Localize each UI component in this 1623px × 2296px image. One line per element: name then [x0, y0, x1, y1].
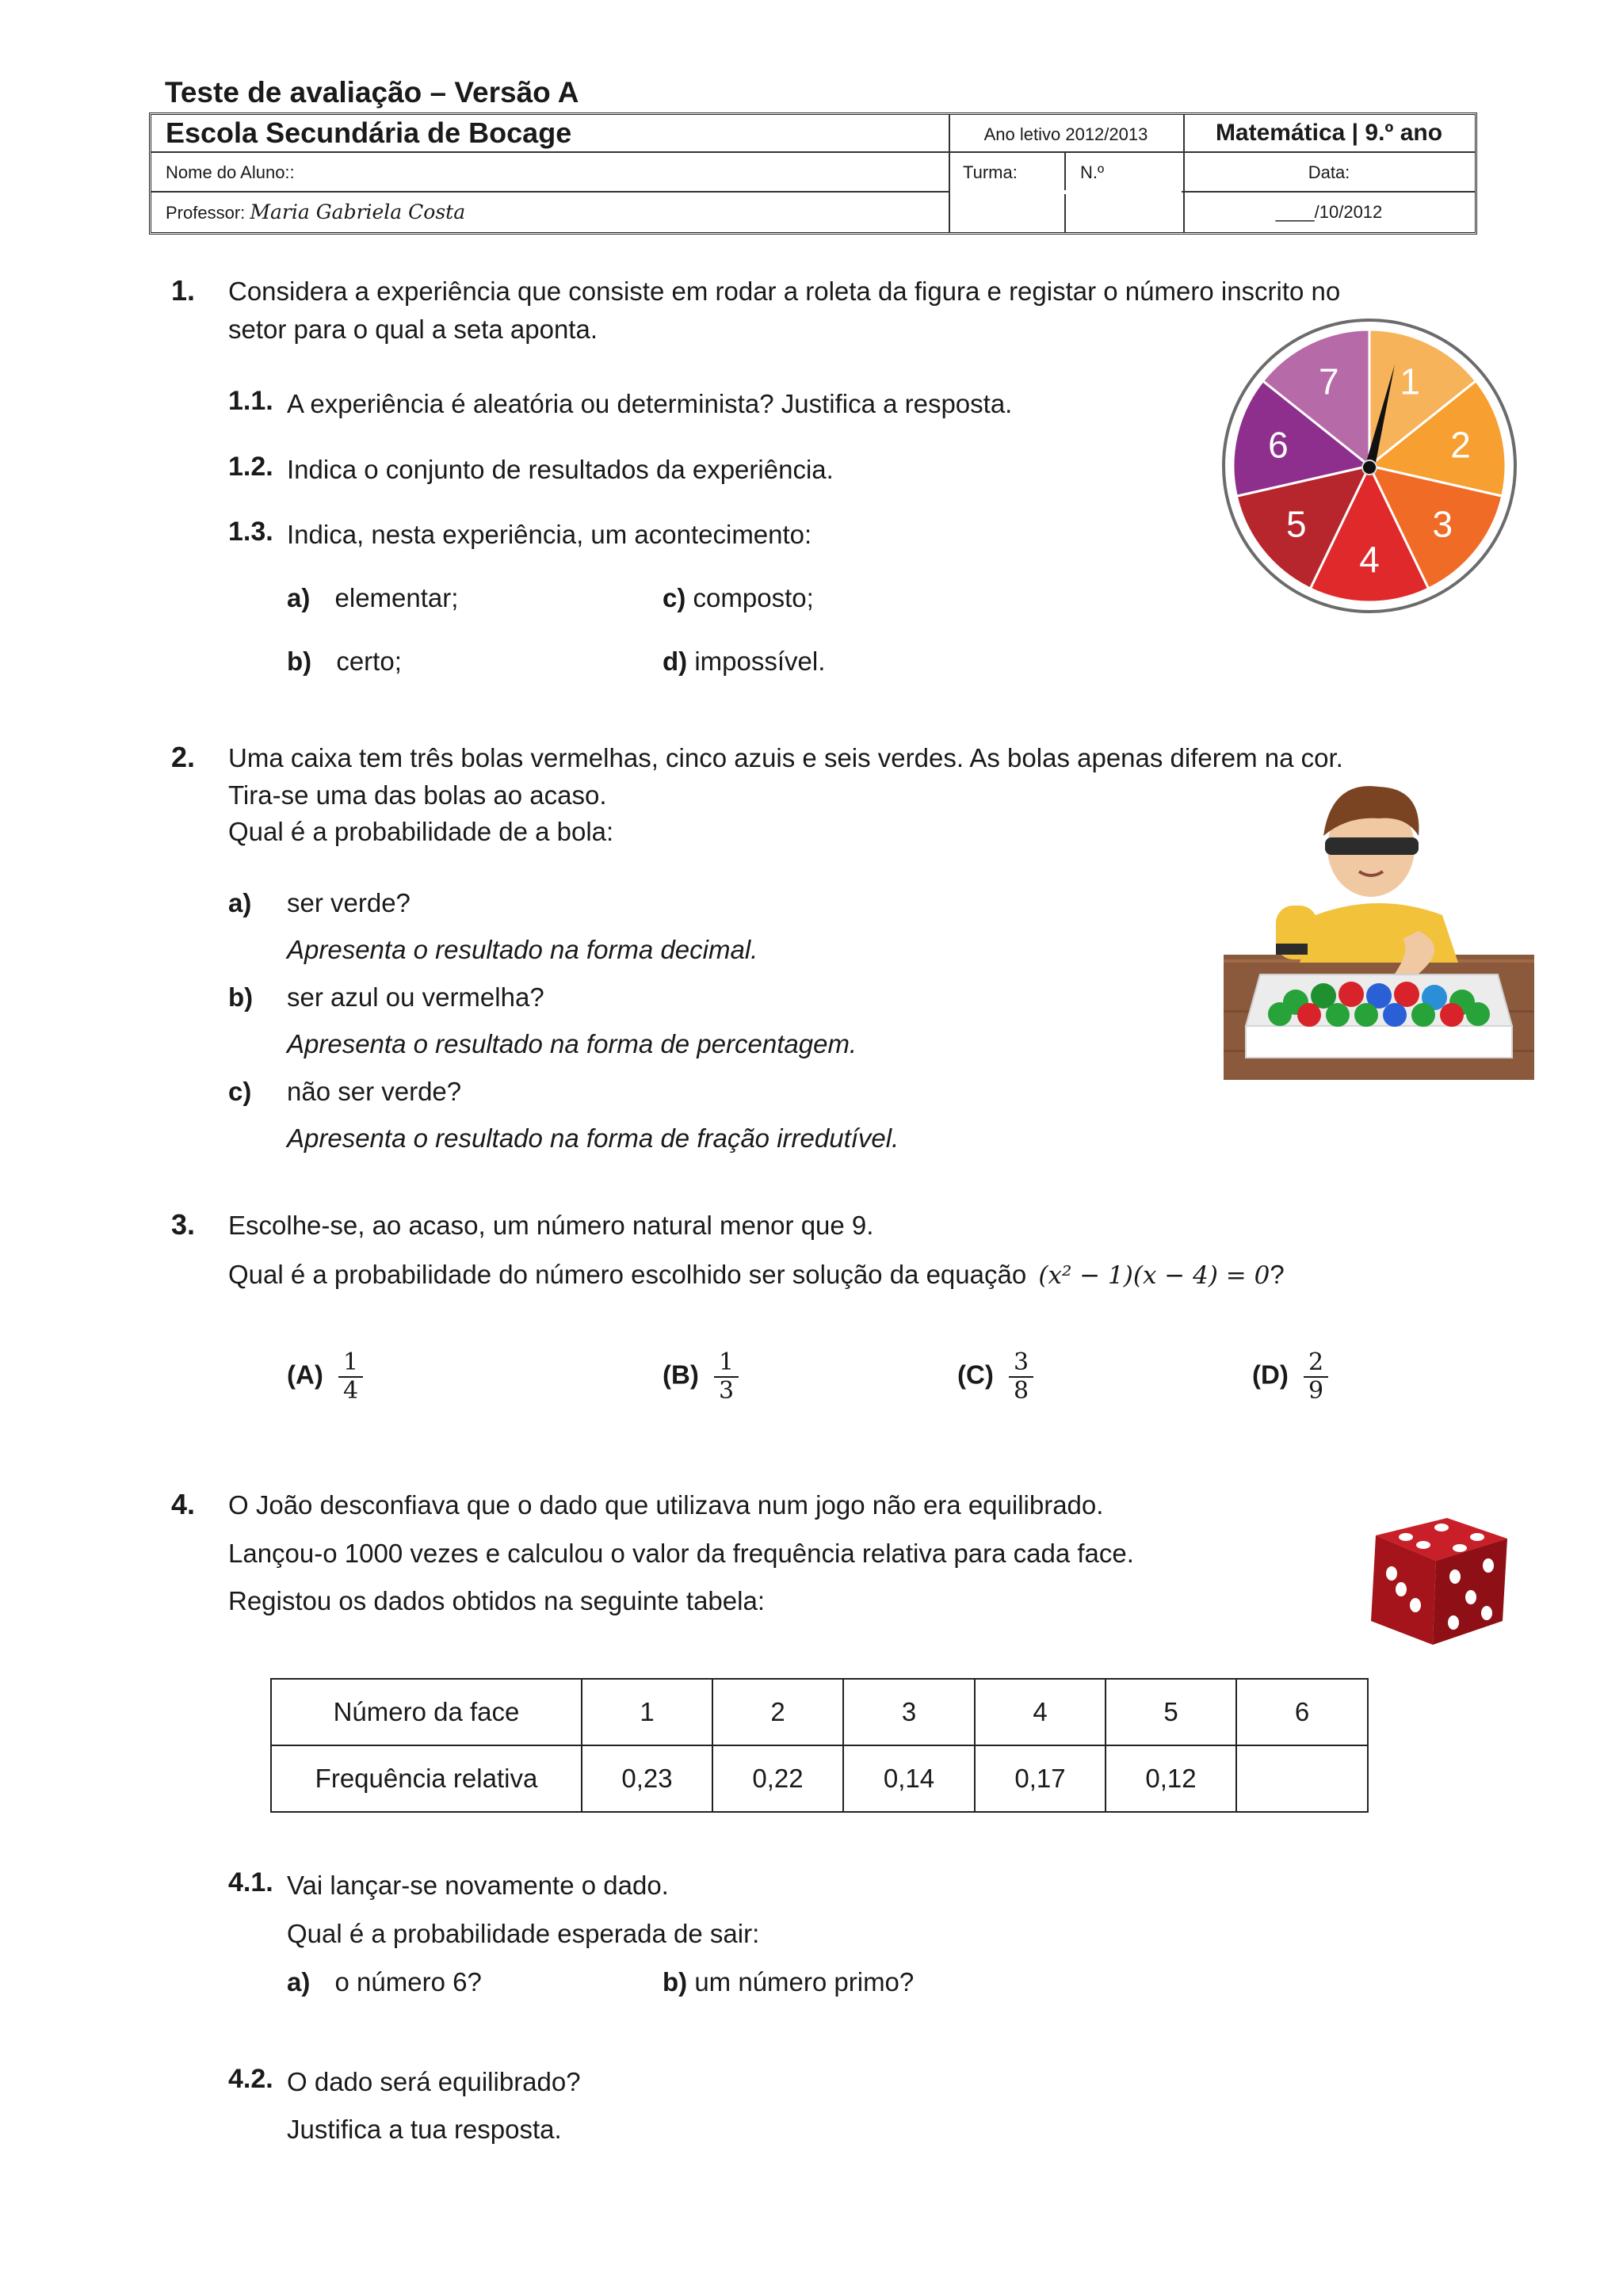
- fraction-denominator: 9: [1308, 1377, 1324, 1405]
- q4-1-sub: Qual é a probabilidade esperada de sair:: [287, 1919, 760, 1948]
- red-die-illustration: [1360, 1504, 1518, 1654]
- wheel-sector-label: 4: [1359, 539, 1380, 580]
- answer-label: (A): [287, 1360, 323, 1390]
- answer-fraction: [1009, 1349, 1033, 1405]
- option-letter: c): [663, 583, 686, 612]
- q1-3-number: 1.3.: [228, 517, 273, 547]
- answer-label: (D): [1252, 1360, 1289, 1390]
- q2-a-text: ser verde?: [287, 888, 411, 917]
- fraction-numerator: 1: [714, 1349, 739, 1378]
- q2-line1: Uma caixa tem três bolas vermelhas, cinco azuis e seis verdes. As bolas apenas diferem na cor.: [228, 743, 1343, 772]
- subject: Matemática | 9.º ano: [1215, 120, 1443, 146]
- option-letter: d): [663, 646, 688, 676]
- answer-label: (B): [663, 1360, 699, 1390]
- q2-line3: Qual é a probabilidade de a bola:: [228, 817, 614, 846]
- option-text: impossível.: [694, 646, 826, 676]
- q1-3-text: Indica, nesta experiência, um acontecimento:: [287, 520, 812, 549]
- table-cell-blank: [1236, 1745, 1368, 1812]
- table-row: [271, 1679, 1368, 1745]
- q1-option-d: [663, 643, 825, 680]
- q1-option-b: [287, 643, 402, 680]
- option-letter: b): [663, 1967, 688, 1997]
- fraction-numerator: 1: [338, 1349, 363, 1378]
- fraction-denominator: 4: [342, 1377, 359, 1405]
- option-text: composto;: [693, 583, 814, 612]
- q2-b-note: Apresenta o resultado na forma de percentagem.: [287, 1029, 857, 1058]
- roulette-wheel: [1219, 315, 1520, 616]
- wheel-sector-label: 7: [1319, 360, 1339, 402]
- blindfold: [1325, 837, 1419, 855]
- table-cell: 3: [843, 1679, 975, 1745]
- q2-c-letter: c): [228, 1077, 252, 1106]
- fraction-denominator: 3: [718, 1377, 735, 1405]
- answer-fraction: [338, 1349, 363, 1405]
- q4-line1: O João desconfiava que o dado que utilizava num jogo não era equilibrado.: [228, 1490, 1104, 1520]
- number-label: N.º: [1080, 162, 1105, 182]
- q4-1-text: Vai lançar-se novamente o dado.: [287, 1871, 669, 1900]
- q1-2-number: 1.2.: [228, 452, 273, 482]
- school-year: Ano letivo 2012/2013: [983, 124, 1148, 144]
- option-text: certo;: [336, 646, 402, 676]
- q3-answer-c: [957, 1349, 1033, 1405]
- table-cell: 0,14: [843, 1745, 975, 1812]
- q3-line1: Escolhe-se, ao acaso, um número natural menor que 9.: [228, 1211, 874, 1240]
- q1-1-text: A experiência é aleatória ou determinista? Justifica a resposta.: [287, 389, 1013, 418]
- table-cell: 0,23: [582, 1745, 712, 1812]
- answer-label: (C): [957, 1360, 994, 1390]
- table-header-cell: Frequência relativa: [271, 1745, 582, 1812]
- q3-question-mark: ?: [1270, 1260, 1285, 1289]
- date-label: Data:: [1308, 162, 1350, 182]
- student-name-label: Nome do Aluno::: [166, 162, 295, 182]
- answer-fraction: [714, 1349, 739, 1405]
- wheel-sector-label: 5: [1285, 503, 1307, 545]
- boy-with-ball-box-illustration: [1220, 772, 1537, 1105]
- header-table: [149, 113, 1477, 235]
- professor-label: Professor:: [166, 203, 246, 223]
- q4-1-option-a: [287, 1963, 482, 2000]
- table-row: [271, 1745, 1368, 1812]
- q2-number: 2.: [171, 741, 196, 773]
- q4-2-text: O dado será equilibrado?: [287, 2067, 581, 2096]
- q3-answer-b: [663, 1349, 739, 1405]
- q3-equation: (x² − 1)(x − 4) = 0: [1038, 1261, 1270, 1290]
- table-cell: 6: [1236, 1679, 1368, 1745]
- q4-1-number: 4.1.: [228, 1867, 273, 1897]
- table-cell: 2: [712, 1679, 843, 1745]
- option-letter: a): [287, 583, 311, 612]
- q2-c-note: Apresenta o resultado na forma de fração irredutível.: [287, 1123, 899, 1153]
- q1-option-a: [287, 579, 458, 616]
- q4-2-sub: Justifica a tua resposta.: [287, 2115, 562, 2144]
- boy-shirt: [1300, 903, 1458, 963]
- fraction-denominator: 8: [1013, 1377, 1029, 1405]
- date-value: ____/10/2012: [1275, 202, 1383, 222]
- option-letter: b): [287, 646, 312, 676]
- q4-line3: Registou os dados obtidos na seguinte tabela:: [228, 1586, 765, 1615]
- q4-1-option-b: [663, 1963, 914, 2000]
- answer-fraction: [1304, 1349, 1328, 1405]
- table-cell: 4: [975, 1679, 1106, 1745]
- wheel-sector-label: 1: [1400, 360, 1420, 402]
- fraction-numerator: 2: [1304, 1349, 1328, 1378]
- q2-a-note: Apresenta o resultado na forma decimal.: [287, 935, 758, 964]
- class-label: Turma:: [963, 162, 1018, 182]
- q3-number: 3.: [171, 1208, 196, 1241]
- q2-b-letter: b): [228, 982, 254, 1012]
- q1-number: 1.: [171, 274, 196, 307]
- option-text: elementar;: [334, 583, 459, 612]
- q2-c-text: não ser verde?: [287, 1077, 462, 1106]
- q2-b-text: ser azul ou vermelha?: [287, 982, 544, 1012]
- q1-2-text: Indica o conjunto de resultados da experiência.: [287, 455, 834, 484]
- q4-2-number: 4.2.: [228, 2064, 273, 2094]
- q3-answer-d: [1252, 1349, 1328, 1405]
- table-cell: 0,17: [975, 1745, 1106, 1812]
- wheel-sector-label: 6: [1268, 424, 1289, 466]
- table-cell: 5: [1106, 1679, 1236, 1745]
- q4-line2: Lançou-o 1000 vezes e calculou o valor da frequência relativa para cada face.: [228, 1539, 1134, 1568]
- q1-text-line2: setor para o qual a seta aponta.: [228, 315, 598, 344]
- table-cell: 1: [582, 1679, 712, 1745]
- q3-line2-row: [228, 1256, 1285, 1295]
- fraction-numerator: 3: [1009, 1349, 1033, 1378]
- q3-answer-a: [287, 1349, 363, 1405]
- professor-name: Maria Gabriela Costa: [250, 200, 466, 223]
- wheel-sector-label: 2: [1450, 424, 1471, 466]
- q3-line2: Qual é a probabilidade do número escolhido ser solução da equação: [228, 1260, 1027, 1289]
- frequency-table: [270, 1678, 1369, 1813]
- q1-option-c: [663, 579, 814, 616]
- q2-line2: Tira-se uma das bolas ao acaso.: [228, 780, 607, 810]
- table-header-cell: Número da face: [271, 1679, 582, 1745]
- professor-row: [166, 200, 465, 223]
- option-text: um número primo?: [694, 1967, 915, 1997]
- school-name: Escola Secundária de Bocage: [166, 116, 572, 149]
- document-title: Teste de avaliação – Versão A: [165, 76, 579, 109]
- q1-1-number: 1.1.: [228, 386, 273, 416]
- q4-number: 4.: [171, 1488, 196, 1520]
- option-text: o número 6?: [334, 1967, 482, 1997]
- wheel-hub: [1362, 460, 1377, 475]
- q1-text-line1: Considera a experiência que consiste em rodar a roleta da figura e registar o número inscrito no: [228, 277, 1341, 306]
- q2-a-letter: a): [228, 888, 252, 917]
- wheel-sector-label: 3: [1432, 503, 1453, 545]
- table-cell: 0,12: [1106, 1745, 1236, 1812]
- option-letter: a): [287, 1967, 311, 1997]
- table-cell: 0,22: [712, 1745, 843, 1812]
